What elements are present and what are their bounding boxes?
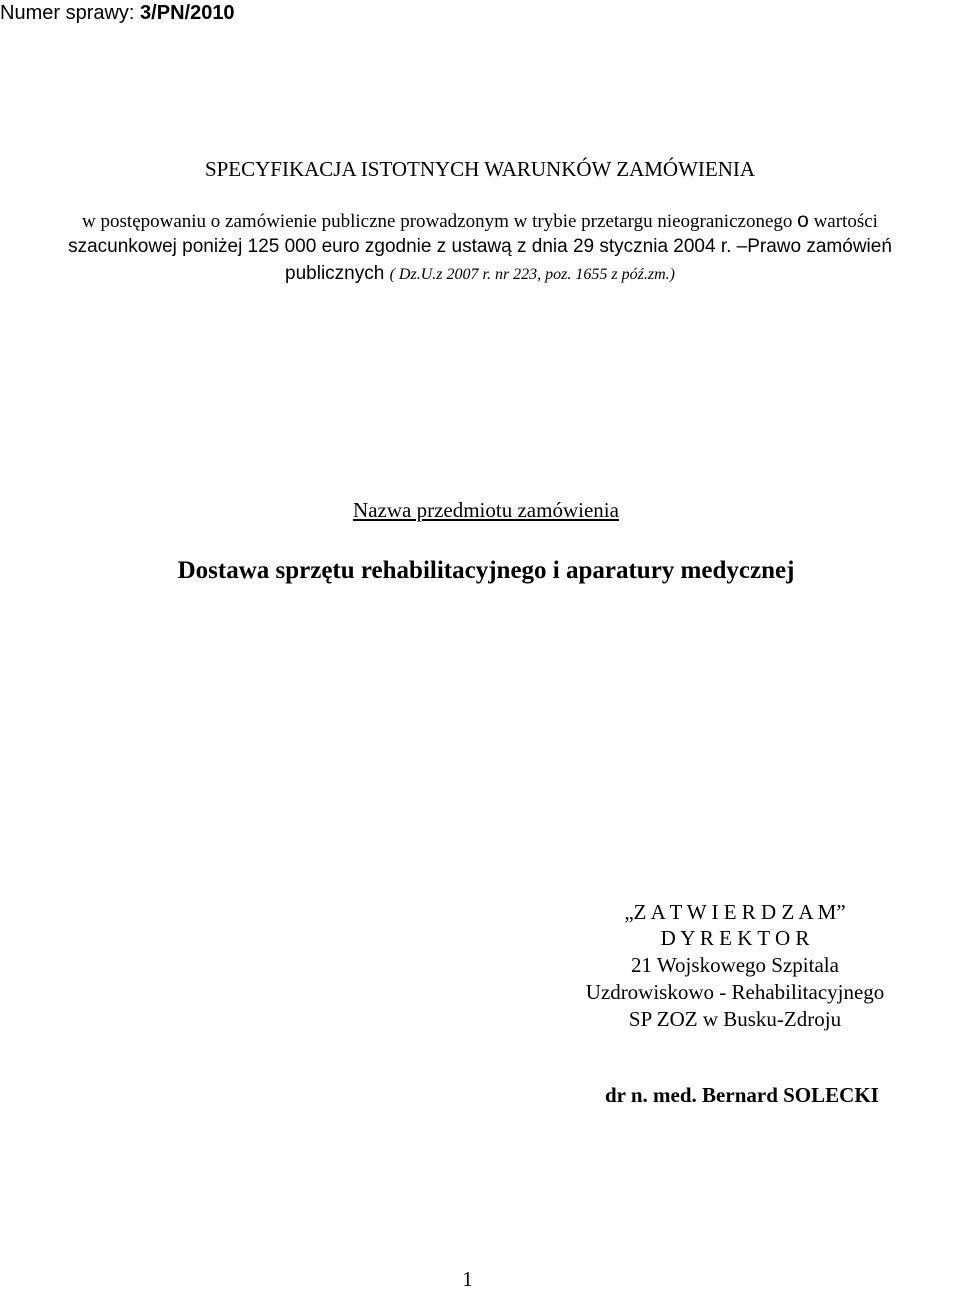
intro-line-1-text: w postępowaniu o zamówienie publiczne prowadzonym w trybie przetargu nieograniczonego — [82, 211, 798, 232]
approval-org-line-1: 21 Wojskowego Szpitala — [631, 953, 839, 977]
approval-org-line-2: Uzdrowiskowo - Rehabilitacyjnego — [585, 980, 885, 1004]
intro-line-1 — [0, 209, 960, 233]
approval-heading: „Z A T W I E R D Z A M” — [624, 900, 846, 924]
case-number-line — [0, 2, 235, 25]
intro-line-2: szacunkowej poniżej 125 000 euro zgodnie z ustawą z dnia 29 stycznia 2004 r. –Prawo zamówień — [68, 236, 892, 257]
document-title: SPECYFIKACJA ISTOTNYCH WARUNKÓW ZAMÓWIENIA — [204, 157, 756, 181]
case-number-value: 3/PN/2010 — [140, 2, 235, 24]
subject-label: Nazwa przedmiotu zamówienia — [353, 498, 619, 522]
intro-line-1-o: o — [797, 209, 809, 232]
intro-line-1-end: wartości — [808, 211, 878, 232]
approval-org-line-3: SP ZOZ w Busku-Zdroju — [628, 1007, 842, 1031]
signatory-name: dr n. med. Bernard SOLECKI — [605, 1083, 879, 1107]
page-number: 1 — [462, 1267, 473, 1291]
intro-line-3 — [0, 263, 960, 285]
case-number-label: Numer sprawy: — [0, 2, 135, 24]
approval-role: D Y R E K T O R — [660, 926, 810, 950]
intro-line-3-text: publicznych — [285, 263, 390, 284]
legal-reference: ( Dz.U.z 2007 r. nr 223, poz. 1655 z póź.zm.) — [389, 266, 675, 283]
subject-value: Dostawa sprzętu rehabilitacyjnego i aparatury medycznej — [177, 557, 795, 584]
